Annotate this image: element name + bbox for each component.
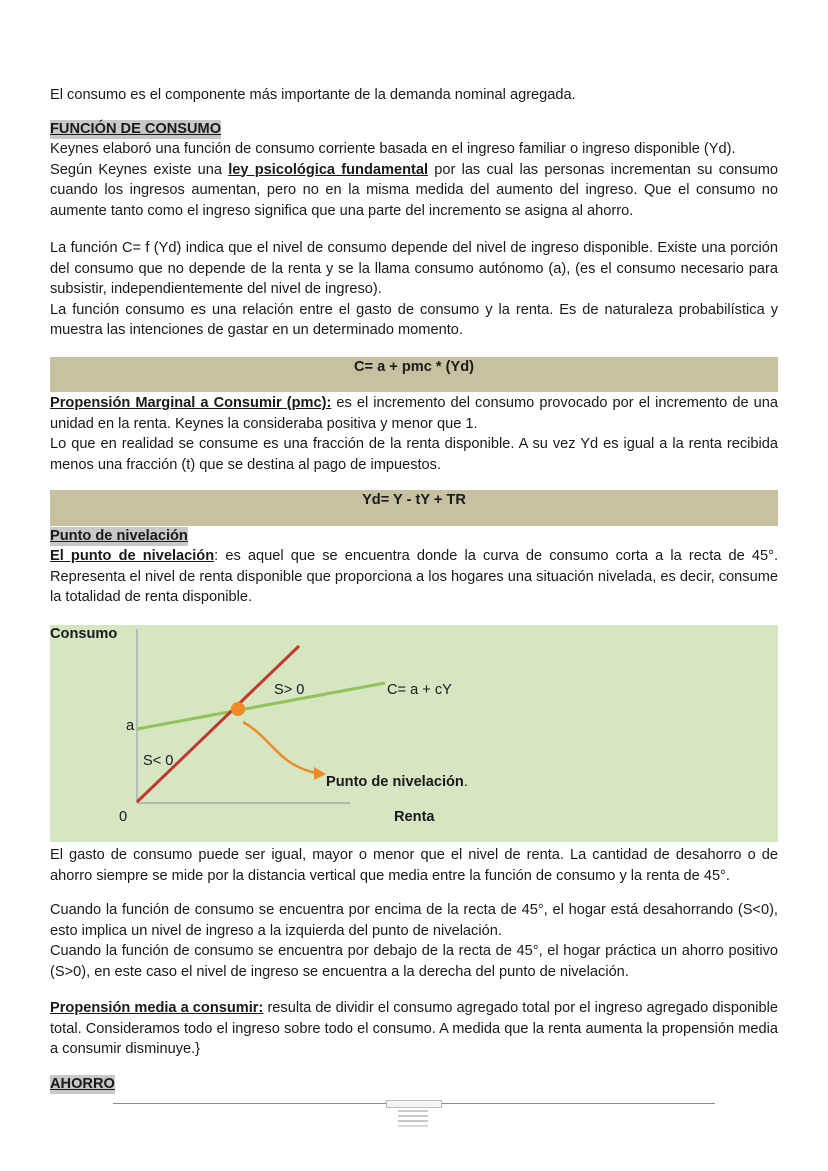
paragraph-text: Según Keynes existe una (50, 161, 229, 178)
consumption-diagram (50, 625, 778, 842)
section-heading-nivelacion: Punto de nivelación (50, 528, 188, 544)
paragraph-text: : es aquel que se encuentra donde la curva de consumo corta a la recta de 45°. Representa el nivel de renta disponible que proporciona a los hogares una situación nivelada, es decir, consume la totalidad de renta disponible. (50, 548, 779, 605)
paragraph: La función C= f (Yd) indica que el nivel de consumo depende del nivel de ingreso disponible. Existe una porción del consumo que no depende de la renta y se la llama consumo autónomo (a), (es el consumo necesario para subsistir, independientemente del nivel de ingreso). (50, 240, 778, 297)
footer-logo-lines (398, 1110, 428, 1112)
paragraph (50, 998, 778, 1060)
paragraph: El gasto de consumo puede ser igual, mayor o menor que el nivel de renta. La cantidad de desahorro o de ahorro siempre se mide por la distancia vertical que media entre la función de consumo y la renta de 45°. (50, 847, 778, 884)
curve-label: C= a + cY (387, 682, 452, 698)
nivelacion-section (50, 527, 778, 608)
y-axis-label: Consumo (50, 626, 118, 642)
funcion-consumo-section (50, 120, 778, 221)
pme-section (50, 998, 778, 1060)
origin-label: 0 (119, 809, 128, 825)
paragraph: Cuando la función de consumo se encuentra por debajo de la recta de 45°, el hogar práctica un ahorro positivo (S>0), en este caso el nivel de ingreso se encuentra a la derecha del punto de nivelación. (50, 943, 778, 980)
paragraph (50, 393, 778, 434)
break-even-label-text: Punto de nivelación (326, 774, 464, 790)
intercept-label: a (126, 718, 135, 734)
funcion-posicion-section (50, 900, 778, 982)
emphasis-term: ley psicológica fundamental (228, 161, 429, 178)
section-heading-funcion-consumo: FUNCIÓN DE CONSUMO (50, 121, 222, 137)
paragraph-text: resulta de dividir el consumo agregado total por el ingreso agregado disponible total. Consideramos todo el ingreso sobre todo el consumo. A medida que la renta aumenta la propensión media a consumir disminuye.} (50, 1000, 778, 1057)
gasto-section (50, 845, 778, 886)
term-label: Propensión media a consumir: (50, 1000, 264, 1016)
term-label: El punto de nivelación (50, 548, 215, 564)
paragraph-text: es el incremento del consumo provocado por el incremento de una unidad en la renta. Keynes la consideraba positiva y menor que 1. (50, 395, 778, 432)
section-heading-ahorro: AHORRO (50, 1076, 115, 1092)
footer-logo-bar (386, 1100, 442, 1108)
paragraph: La función consumo es una relación entre el gasto de consumo y la renta. Es de naturaleza probabilística y muestra las intenciones de gastar en un determinado momento. (50, 301, 778, 338)
arrow-curve (243, 722, 316, 773)
break-even-label-suffix: . (463, 774, 468, 790)
formula-yd: Yd= Y - tY + TR (50, 490, 778, 526)
pmc-section (50, 393, 778, 475)
arrow-head (314, 767, 326, 780)
footer-logo (386, 1100, 440, 1132)
paragraph: Cuando la función de consumo se encuentra por encima de la recta de 45°, el hogar está desahorrando (S<0), esto implica un nivel de ingreso a la izquierda del punto de nivelación. (50, 902, 778, 939)
intro-text: El consumo es el componente más importante de la demanda nominal agregada. (50, 87, 576, 103)
paragraph-text: por las cual las personas incrementan su consumo cuando los ingresos aumentan, pero no en la misma medida del aumento del ingreso. Que el consumo no aumente tanto como el ingreso significa que una parte del incremento se asigna al ahorro. (50, 161, 778, 219)
x-axis-label: Renta (394, 809, 435, 825)
saving-negative-label: S< 0 (143, 753, 174, 769)
saving-positive-label: S> 0 (274, 682, 305, 698)
break-even-point (231, 702, 245, 716)
paragraph (50, 139, 778, 221)
term-label: Propensión Marginal a Consumir (pmc): (50, 395, 332, 411)
paragraph: Lo que en realidad se consume es una fracción de la renta disponible. A su vez Yd es igual a la renta recibida menos una fracción (t) que se destina al pago de impuestos. (50, 436, 778, 473)
consumption-line (137, 683, 385, 729)
paragraph-line: Keynes elaboró una función de consumo corriente basada en el ingreso familiar o ingreso disponible (Yd). (50, 141, 736, 157)
formula-consumo: C= a + pmc * (Yd) (50, 357, 778, 392)
break-even-label (326, 774, 468, 790)
paragraph (50, 546, 778, 608)
funcion-c-section (50, 238, 778, 341)
